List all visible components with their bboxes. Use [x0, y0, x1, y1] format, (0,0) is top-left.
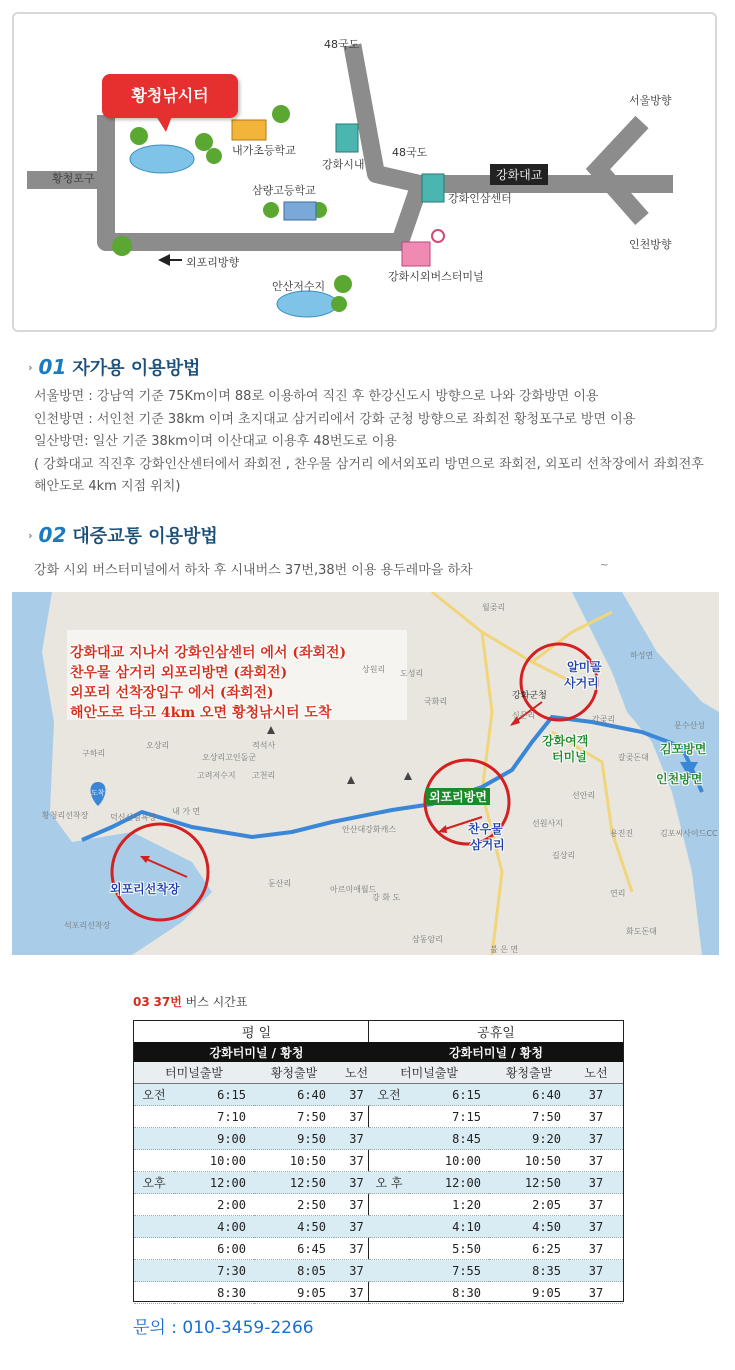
- hwangcheong-departure-cell: 9:05: [254, 1282, 334, 1304]
- callout-tail: [156, 116, 172, 132]
- timetable-row: [369, 1194, 623, 1216]
- text-line: 일산방면: 일산 기준 38km이며 이산대교 이용후 48번도로 이용: [34, 434, 397, 449]
- timetable-row: [369, 1282, 623, 1304]
- text-line: 해안도로 4km 지점 위치): [34, 479, 181, 494]
- place-label: 황청리선착장: [42, 811, 89, 820]
- timetable-row: [134, 1282, 379, 1304]
- place-label: 연리: [610, 889, 626, 898]
- place-label: 갑곶리: [592, 715, 616, 724]
- timetable-row: [134, 1260, 379, 1282]
- schematic-map-graphic: [14, 14, 717, 332]
- period-cell: [134, 1194, 174, 1216]
- terminal-departure-cell: 5:50: [409, 1238, 489, 1260]
- route-cell: 37: [334, 1194, 379, 1216]
- county-office-label: 강화군청: [512, 691, 547, 701]
- timetable-row: [134, 1106, 379, 1128]
- bridge-label: 강화대교: [490, 164, 548, 185]
- col-terminal-departure: 터미널출발: [134, 1062, 254, 1084]
- route-cell: 37: [569, 1150, 623, 1172]
- place-label: 하성면: [630, 651, 654, 660]
- oepori-dock-label: 외포리선착장: [110, 882, 180, 896]
- hwangcheong-port-label: 황청포구: [52, 172, 95, 185]
- section-title-text: 대중교통 이용방법: [72, 526, 218, 547]
- period-cell: [369, 1128, 409, 1150]
- place-label: 석포리선착장: [64, 921, 111, 930]
- fishing-spot-callout: 황청낚시터: [102, 74, 238, 118]
- period-cell: 오후: [134, 1172, 174, 1194]
- route-step-2: 찬우물 삼거리 외포리방면 (좌회전): [70, 665, 288, 681]
- terminal-label-2: 터미널: [552, 750, 587, 764]
- timetable-row: [369, 1172, 623, 1194]
- timetable-suffix: 버스 시간표: [185, 995, 248, 1009]
- timetable-row: [369, 1106, 623, 1128]
- timetable-title: [133, 993, 247, 1010]
- hwangcheong-departure-cell: 6:40: [489, 1084, 569, 1106]
- oepori-direction-badge: 외포리방면: [426, 788, 490, 805]
- hwangcheong-departure-cell: 2:05: [489, 1194, 569, 1216]
- place-label: 국화리: [424, 697, 448, 706]
- timetable-row: [134, 1172, 379, 1194]
- hwangcheong-departure-cell: 7:50: [254, 1106, 334, 1128]
- period-cell: [134, 1282, 174, 1304]
- place-label: 불 은 면: [490, 945, 519, 954]
- timetable-row: [369, 1084, 623, 1106]
- terminal-departure-cell: 7:55: [409, 1260, 489, 1282]
- terminal-departure-cell: 12:00: [409, 1172, 489, 1194]
- terminal-departure-cell: 4:10: [409, 1216, 489, 1238]
- pond-reservoir: [277, 291, 337, 317]
- place-label: 선안리: [572, 791, 596, 800]
- terminal-departure-cell: 7:15: [409, 1106, 489, 1128]
- period-cell: [134, 1106, 174, 1128]
- section-transit-title: [28, 522, 218, 548]
- hwangcheong-departure-cell: 8:05: [254, 1260, 334, 1282]
- place-label: 신문리: [512, 711, 536, 720]
- gimpo-direction-label: 김포방면: [660, 742, 707, 756]
- text-line: 강화 시외 버스터미널에서 하차 후 시내버스 37번,38번 이용 용두레마을 하차: [34, 563, 473, 578]
- timetable-row: [134, 1194, 379, 1216]
- place-label: 안산대강화캐스: [342, 825, 397, 834]
- place-label: 오상리고인돌군: [202, 753, 257, 762]
- place-label: 덕신산림욕장: [110, 813, 157, 822]
- ganghwa-city-label: 강화시내: [322, 158, 365, 171]
- hwangcheong-departure-cell: 8:35: [489, 1260, 569, 1282]
- terminal-departure-cell: 9:00: [174, 1128, 254, 1150]
- almigol-samgeori-label: 사거리: [564, 676, 599, 690]
- insam-center-label: 강화인삼센터: [448, 192, 512, 205]
- hwangcheong-departure-cell: 9:05: [489, 1282, 569, 1304]
- timetable-row: [369, 1260, 623, 1282]
- hwangcheong-departure-cell: 12:50: [254, 1172, 334, 1194]
- route-cell: 37: [569, 1216, 623, 1238]
- naega-school-icon: [232, 120, 266, 140]
- period-cell: [369, 1260, 409, 1282]
- terminal-departure-cell: 1:20: [409, 1194, 489, 1216]
- chevron-right-icon: ›: [28, 529, 33, 542]
- place-label: 적석사: [252, 741, 276, 750]
- chanumul-samgeori-label: 삼거리: [470, 838, 505, 852]
- hwangcheong-departure-cell: 6:25: [489, 1238, 569, 1260]
- place-label: 문수산성: [674, 721, 705, 730]
- timetable-row: [134, 1084, 379, 1106]
- route-step-4: 해안도로 타고 4km 오면 황청낚시터 도착: [70, 705, 332, 721]
- place-label: 길상리: [552, 851, 576, 860]
- terminal-departure-cell: 10:00: [409, 1150, 489, 1172]
- incheon-direction-label: 인천방면: [656, 772, 703, 786]
- timetable-prefix: 03: [133, 995, 150, 1009]
- period-cell: [369, 1238, 409, 1260]
- hwangcheong-departure-cell: 9:20: [489, 1128, 569, 1150]
- hwangcheong-departure-cell: 12:50: [489, 1172, 569, 1194]
- schematic-map: [12, 12, 717, 332]
- col-hwangcheong-departure: 황청출발: [254, 1062, 334, 1084]
- place-label: 고천리: [252, 771, 276, 780]
- route-map: [12, 592, 719, 955]
- route48-mid-label: 48국도: [392, 146, 428, 159]
- route-cell: 37: [334, 1172, 379, 1194]
- terminal-departure-cell: 12:00: [174, 1172, 254, 1194]
- period-cell: [134, 1150, 174, 1172]
- holiday-title: 공휴일: [477, 1025, 515, 1041]
- period-cell: [369, 1282, 409, 1304]
- terminal-departure-cell: 10:00: [174, 1150, 254, 1172]
- route-cell: 37: [569, 1128, 623, 1150]
- section-car-body: [34, 386, 714, 499]
- col-hwangcheong-departure: 황청출발: [489, 1062, 569, 1084]
- terminal-departure-cell: 2:00: [174, 1194, 254, 1216]
- hwangcheong-departure-cell: 6:40: [254, 1084, 334, 1106]
- reservoir-label: 안산저수지: [272, 280, 326, 293]
- terminal-departure-cell: 8:30: [409, 1282, 489, 1304]
- route-step-1: 강화대교 지나서 강화인삼센터 에서 (좌회전): [70, 645, 347, 661]
- timetable-row: [134, 1216, 379, 1238]
- seoul-direction-label: 서울방향: [629, 94, 672, 107]
- timetable-row: [134, 1150, 379, 1172]
- terminal-departure-cell: 8:45: [409, 1128, 489, 1150]
- terminal-departure-cell: 6:00: [174, 1238, 254, 1260]
- text-line: 인천방면 : 서인천 기준 38km 이며 초지대교 삼거리에서 강화 군청 방향으로 좌회전 황청포구로 방면 이용: [34, 411, 636, 427]
- tilde-mark: ~: [600, 560, 609, 571]
- place-label: 아르미애월드: [330, 885, 377, 894]
- timetable-row: [369, 1150, 623, 1172]
- place-label: 오상리: [146, 741, 170, 750]
- place-label: 선원사지: [532, 819, 563, 828]
- terminal-label: 강화시외버스터미널: [388, 270, 484, 283]
- place-label: 김포씨사이드CC: [660, 829, 718, 838]
- route48-top-label: 48국도: [324, 38, 360, 51]
- terminal-departure-cell: 7:30: [174, 1260, 254, 1282]
- terminal-departure-cell: 6:15: [174, 1084, 254, 1106]
- hwangcheong-departure-cell: 2:50: [254, 1194, 334, 1216]
- section-title-text: 자가용 이용방법: [72, 358, 201, 379]
- oepori-direction-label: 외포리방향: [186, 256, 240, 269]
- terminal-departure-cell: 7:10: [174, 1106, 254, 1128]
- period-cell: [369, 1106, 409, 1128]
- terminal-departure-cell: 8:30: [174, 1282, 254, 1304]
- period-cell: [134, 1260, 174, 1282]
- place-label: 용진진: [610, 829, 634, 838]
- chanumul-label: 찬우물: [468, 822, 503, 836]
- route-cell: 37: [334, 1084, 379, 1106]
- place-label: 삼동암리: [412, 935, 443, 944]
- naega-school-label: 내가초등학교: [232, 144, 296, 157]
- col-route: 노선: [569, 1062, 623, 1084]
- weekday-title: 평 일: [241, 1025, 272, 1041]
- chevron-right-icon: ›: [28, 361, 33, 374]
- period-cell: [134, 1238, 174, 1260]
- weekday-table: [134, 1020, 379, 1304]
- period-cell: 오전: [134, 1084, 174, 1106]
- timetable-bus: 37번: [153, 995, 182, 1009]
- timetable-row: [369, 1128, 623, 1150]
- hwangcheong-departure-cell: 9:50: [254, 1128, 334, 1150]
- almigol-label: 알미골: [567, 660, 602, 674]
- holiday-route: 강화터미널 / 황청: [369, 1042, 623, 1062]
- route-cell: 37: [569, 1282, 623, 1304]
- route-cell: 37: [569, 1260, 623, 1282]
- text-line: ( 강화대교 직진후 강화인산센터에서 좌회전 , 찬우물 삼거리 에서외포리 방면으로 좌회전, 외포리 선착장에서 좌회전후: [34, 456, 704, 472]
- section-car-title: [28, 354, 200, 380]
- place-label: 강 화 도: [372, 893, 401, 902]
- route-cell: 37: [569, 1194, 623, 1216]
- place-label: 상원리: [362, 665, 386, 674]
- place-label: 내 가 면: [172, 807, 201, 816]
- hwangcheong-departure-cell: 6:45: [254, 1238, 334, 1260]
- pond-fishing: [130, 145, 194, 173]
- period-cell: 오전: [369, 1084, 409, 1106]
- samnang-school-icon: [284, 202, 316, 220]
- route-cell: 37: [334, 1106, 379, 1128]
- place-label: 갈곶돈대: [618, 753, 649, 762]
- holiday-table: [369, 1020, 623, 1304]
- place-label: 고려저수지: [197, 771, 236, 780]
- route-cell: 37: [569, 1172, 623, 1194]
- route-cell: 37: [569, 1106, 623, 1128]
- arrival-label: 도착: [91, 789, 105, 797]
- hwangcheong-departure-cell: 4:50: [489, 1216, 569, 1238]
- route-cell: 37: [569, 1084, 623, 1106]
- hwangcheong-departure-cell: 10:50: [489, 1150, 569, 1172]
- terminal-departure-cell: 6:15: [409, 1084, 489, 1106]
- route-cell: 37: [334, 1238, 379, 1260]
- samnang-school-label: 삼량고등학교: [252, 184, 316, 197]
- terminal-departure-cell: 4:00: [174, 1216, 254, 1238]
- hwangcheong-departure-cell: 10:50: [254, 1150, 334, 1172]
- place-label: 화도돈대: [626, 927, 657, 936]
- inquiry-phone: 문의 : 010-3459-2266: [133, 1318, 314, 1338]
- timetable-row: [369, 1238, 623, 1260]
- place-label: 도성리: [400, 669, 424, 678]
- incheon-direction-label: 인천방향: [629, 238, 672, 251]
- hwangcheong-departure-cell: 7:50: [489, 1106, 569, 1128]
- terminal-label-1: 강화여객: [542, 734, 589, 748]
- terminal-icon: [402, 242, 430, 266]
- insam-center-icon: [422, 174, 444, 202]
- period-cell: [369, 1194, 409, 1216]
- route-cell: 37: [569, 1238, 623, 1260]
- east-arrow: [598, 122, 642, 219]
- timetable-row: [134, 1238, 379, 1260]
- col-terminal-departure: 터미널출발: [369, 1062, 489, 1084]
- period-cell: [134, 1128, 174, 1150]
- route-cell: 37: [334, 1282, 379, 1304]
- period-cell: [369, 1216, 409, 1238]
- period-cell: 오 후: [369, 1172, 409, 1194]
- route-cell: 37: [334, 1216, 379, 1238]
- text-line: 서울방면 : 강남역 기준 75Km이며 88로 이용하여 직진 후 한강신도시 방향으로 나와 강화방면 이용: [34, 389, 599, 404]
- place-label: 둔산리: [268, 879, 292, 888]
- section-transit-body: [34, 560, 714, 583]
- route-cell: 37: [334, 1128, 379, 1150]
- hwangcheong-departure-cell: 4:50: [254, 1216, 334, 1238]
- weekday-route: 강화터미널 / 황청: [134, 1042, 379, 1062]
- col-route: 노선: [334, 1062, 379, 1084]
- route-step-3: 외포리 선착장입구 에서 (좌회전): [70, 685, 274, 701]
- timetable-row: [369, 1216, 623, 1238]
- section-number: 02: [38, 523, 67, 547]
- route-cell: 37: [334, 1150, 379, 1172]
- period-cell: [369, 1150, 409, 1172]
- route-cell: 37: [334, 1260, 379, 1282]
- place-label: 구하리: [82, 749, 106, 758]
- period-cell: [134, 1216, 174, 1238]
- section-number: 01: [38, 355, 67, 379]
- timetable-row: [134, 1128, 379, 1150]
- place-label: 월곶리: [482, 603, 506, 612]
- ganghwa-city-icon: [336, 124, 358, 152]
